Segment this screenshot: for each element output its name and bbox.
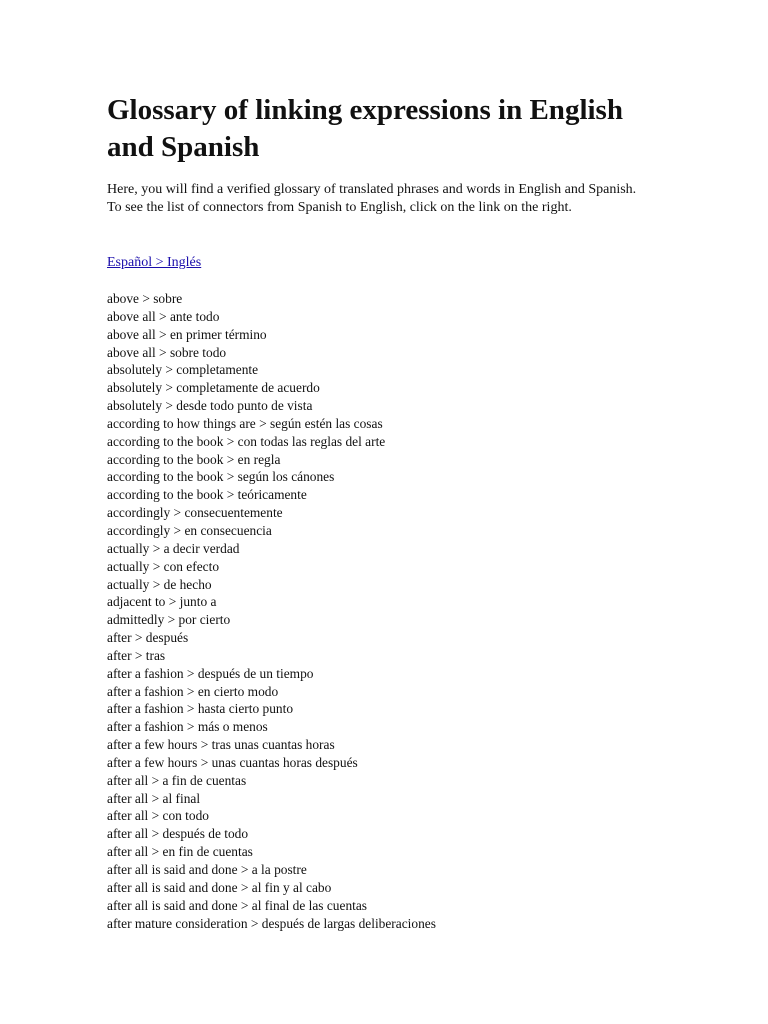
glossary-entry: after all > en fin de cuentas <box>107 844 253 860</box>
glossary-entry: above all > sobre todo <box>107 344 227 360</box>
glossary-entry: according to the book > según los cánones <box>107 469 335 485</box>
glossary-entry: according to the book > en regla <box>107 451 281 467</box>
page-title: Glossary of linking expressions in English and Spanish <box>107 94 623 163</box>
glossary-list <box>107 290 436 932</box>
glossary-entry: after all > con todo <box>107 808 209 824</box>
glossary-entry: admittedly > por cierto <box>107 612 231 628</box>
glossary-entry: accordingly > consecuentemente <box>107 505 283 521</box>
glossary-entry: after a few hours > unas cuantas horas después <box>107 754 358 770</box>
glossary-entry: absolutely > completamente <box>107 362 259 378</box>
glossary-entry: accordingly > en consecuencia <box>107 522 272 538</box>
glossary-entry: after all > a fin de cuentas <box>107 772 247 788</box>
glossary-entry: after all > después de todo <box>107 826 249 842</box>
glossary-entry: according to how things are > según estén las cosas <box>107 415 383 431</box>
glossary-entry: according to the book > teóricamente <box>107 487 307 503</box>
glossary-entry: actually > con efecto <box>107 558 220 574</box>
glossary-entry: actually > a decir verdad <box>107 540 240 556</box>
glossary-entry: after a fashion > después de un tiempo <box>107 665 314 681</box>
glossary-entry: adjacent to > junto a <box>107 594 217 610</box>
glossary-entry: after a fashion > hasta cierto punto <box>107 701 294 717</box>
spanish-english-link[interactable]: Español > Inglés <box>107 255 202 270</box>
glossary-entry: absolutely > desde todo punto de vista <box>107 398 313 414</box>
glossary-entry: according to the book > con todas las reglas del arte <box>107 433 386 449</box>
glossary-entry: after > después <box>107 630 189 646</box>
glossary-entry: absolutely > completamente de acuerdo <box>107 380 320 396</box>
document-page <box>107 92 667 931</box>
glossary-entry: actually > de hecho <box>107 576 212 592</box>
glossary-entry: above > sobre <box>107 291 183 306</box>
glossary-entry: after a fashion > en cierto modo <box>107 683 279 699</box>
glossary-entry: after a few hours > tras unas cuantas horas <box>107 737 335 753</box>
glossary-entry: above all > ante todo <box>107 308 220 324</box>
glossary-entry: after mature consideration > después de largas deliberaciones <box>107 915 436 931</box>
glossary-entry: above all > en primer término <box>107 326 267 342</box>
glossary-entry: after > tras <box>107 647 166 663</box>
glossary-entry: after all is said and done > al final de las cuentas <box>107 897 368 913</box>
intro-paragraph: Here, you will find a verified glossary of translated phrases and words in English and Spanish. To see the list of connectors from Spanish to English, click on the link on the right. <box>107 182 637 215</box>
glossary-entry: after all is said and done > al fin y al cabo <box>107 879 332 895</box>
glossary-entry: after all > al final <box>107 790 201 806</box>
glossary-entry: after all is said and done > a la postre <box>107 862 307 877</box>
glossary-entry: after a fashion > más o menos <box>107 719 268 735</box>
